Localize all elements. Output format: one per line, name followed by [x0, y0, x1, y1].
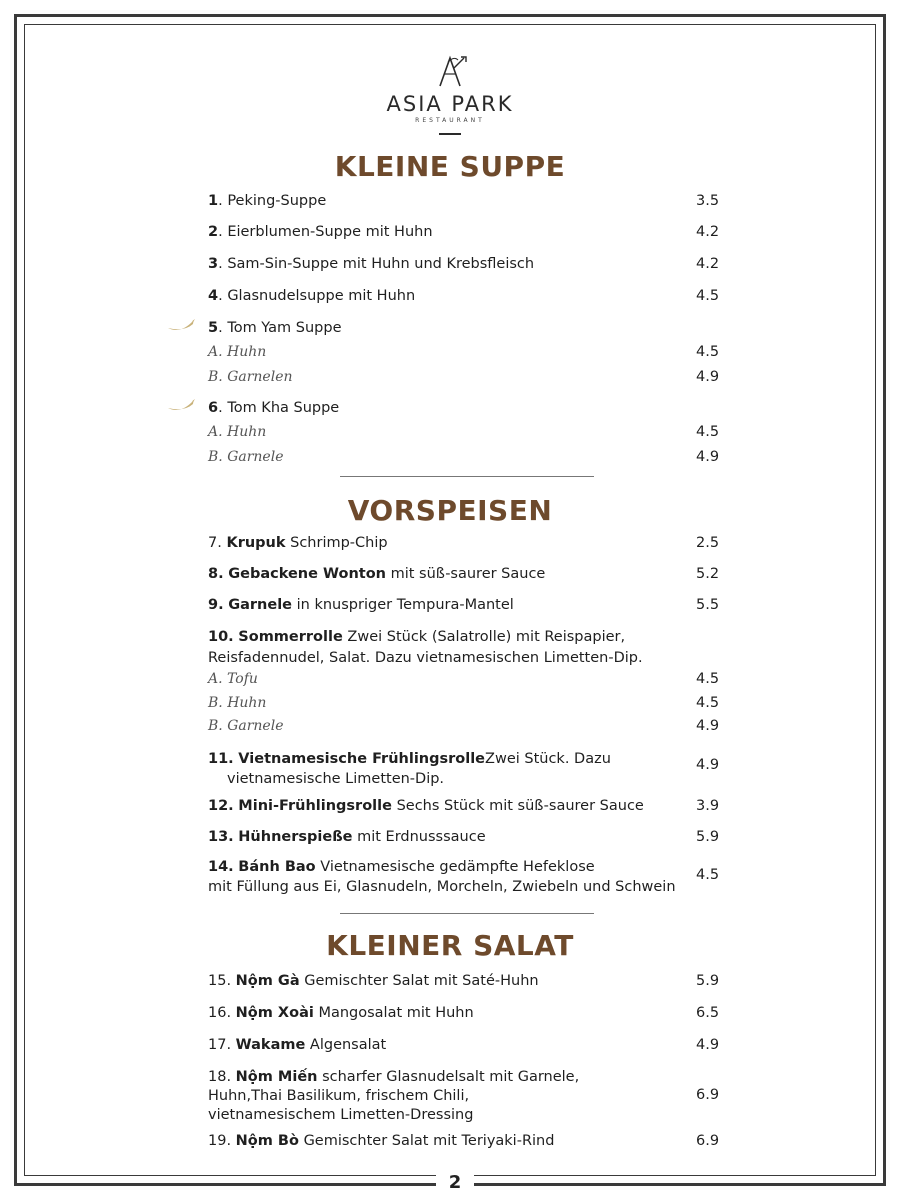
item-desc: Zwei Stück. Dazu [485, 751, 611, 767]
item-name: Peking-Suppe [227, 193, 327, 209]
item-name: Tom Kha Suppe [227, 400, 340, 416]
item-name: Bánh Bao [238, 859, 316, 875]
item-price: 4.5 [696, 867, 720, 883]
item-desc: Zwei Stück (Salatrolle) mit Reispapier, [347, 629, 626, 645]
item-number: 9. [208, 597, 224, 613]
item-name: Nộm Gà [235, 973, 300, 989]
item-price: 4.5 [696, 288, 720, 304]
variant-price: 4.9 [696, 369, 720, 385]
menu-item [208, 796, 644, 817]
item-number: 6 [208, 400, 219, 416]
item-price: 4.2 [696, 256, 720, 272]
item-number: 19. [208, 1133, 232, 1149]
item-desc-line: vietnamesischem Limetten-Dressing [208, 1107, 474, 1123]
section-title-vorspeisen: VORSPEISEN [347, 494, 553, 527]
item-price: 5.2 [696, 566, 720, 582]
menu-item [208, 857, 595, 878]
item-number: 16. [208, 1005, 232, 1021]
fork-spatula-icon [428, 54, 472, 88]
item-number: 4 [208, 288, 219, 304]
item-desc: Vietnamesische gedämpfte Hefeklose [320, 859, 595, 875]
item-number: 17. [208, 1037, 232, 1053]
menu-item: 2. Eierblumen-Suppe mit Huhn [208, 224, 433, 240]
item-desc: Algensalat [309, 1037, 387, 1053]
variant-label: B. Garnele [208, 718, 284, 734]
item-number: 14. [208, 859, 234, 875]
item-desc: Sechs Stück mit süß-saurer Sauce [396, 798, 644, 814]
item-desc: Mangosalat mit Huhn [318, 1005, 474, 1021]
item-price: 6.9 [696, 1133, 720, 1149]
restaurant-logo [350, 54, 550, 135]
item-number: 18. [208, 1069, 232, 1085]
menu-item: 3. Sam-Sin-Suppe mit Huhn und Krebsfleisch [208, 256, 535, 272]
logo-underline [439, 133, 461, 135]
item-price: 5.5 [696, 597, 720, 613]
menu-item [208, 1131, 554, 1152]
menu-item: 7. Krupuk Schrimp-Chip [208, 535, 388, 551]
variant-price: 4.5 [696, 344, 720, 360]
item-name: Garnele [228, 597, 293, 613]
menu-item [208, 564, 545, 585]
item-number: 7 [208, 535, 218, 551]
item-price: 3.9 [696, 798, 720, 814]
item-desc-line: Reisfadennudel, Salat. Dazu vietnamesischen Limetten-Dip. [208, 650, 643, 666]
variant-price: 4.5 [696, 695, 720, 711]
variant-price: 4.5 [696, 424, 720, 440]
item-desc: Schrimp-Chip [290, 535, 388, 551]
menu-item: 5. Tom Yam Suppe [208, 320, 342, 336]
item-price: 6.5 [696, 1005, 720, 1021]
item-desc: mit Erdnusssauce [357, 829, 486, 845]
menu-item: 4. Glasnudelsuppe mit Huhn [208, 288, 416, 304]
item-desc-line: mit Füllung aus Ei, Glasnudeln, Morcheln, Zwiebeln und Schwein [208, 879, 676, 895]
item-name: Krupuk [226, 535, 286, 551]
section-divider [340, 476, 594, 477]
item-price: 4.9 [696, 1037, 720, 1053]
variant-label: A. Huhn [208, 344, 267, 360]
item-name: Nộm Xoài [235, 1005, 314, 1021]
menu-item [208, 1003, 474, 1024]
chili-pepper-icon [166, 318, 196, 332]
item-number: 1 [208, 193, 219, 209]
item-name: Sam-Sin-Suppe mit Huhn und Krebsfleisch [227, 256, 535, 272]
item-desc: scharfer Glasnudelsalt mit Garnele, [322, 1069, 580, 1085]
item-number: 3 [208, 256, 219, 272]
variant-price: 4.9 [696, 449, 720, 465]
item-number: 15. [208, 973, 232, 989]
page-number: 2 [436, 1168, 474, 1198]
variant-label: A. Huhn [208, 424, 267, 440]
item-price: 2.5 [696, 535, 720, 551]
item-name: Nộm Bò [235, 1133, 299, 1149]
item-name: Tom Yam Suppe [227, 320, 342, 336]
item-name: Sommerrolle [238, 629, 343, 645]
item-desc-line: vietnamesische Limetten-Dip. [227, 771, 445, 787]
item-name: Eierblumen-Suppe mit Huhn [227, 224, 433, 240]
variant-label: B. Huhn [208, 695, 267, 711]
item-number: 12. [208, 798, 234, 814]
item-price: 5.9 [696, 973, 720, 989]
item-name: Vietnamesische Frühlingsrolle [238, 751, 486, 767]
section-title-kleiner-salat: KLEINER SALAT [326, 929, 574, 962]
menu-item [208, 627, 625, 648]
item-number: 13. [208, 829, 234, 845]
brand-subtitle: RESTAURANT [415, 117, 485, 124]
variant-label: B. Garnelen [208, 369, 293, 385]
item-price: 4.2 [696, 224, 720, 240]
item-price: 5.9 [696, 829, 720, 845]
variant-label: B. Garnele [208, 449, 284, 465]
menu-item [208, 827, 486, 848]
item-name: Wakame [235, 1037, 306, 1053]
chili-pepper-icon [166, 398, 196, 412]
item-number: 8. [208, 566, 224, 582]
menu-item: 6. Tom Kha Suppe [208, 400, 340, 416]
item-number: 10. [208, 629, 234, 645]
item-name: Gebackene Wonton [228, 566, 386, 582]
item-name: Glasnudelsuppe mit Huhn [227, 288, 416, 304]
section-divider [340, 913, 594, 914]
item-name: Nộm Miến [235, 1069, 318, 1085]
variant-label: A. Tofu [208, 671, 258, 687]
item-number: 2 [208, 224, 219, 240]
menu-item [208, 749, 611, 770]
item-price: 4.9 [696, 757, 720, 773]
brand-name: ASIA PARK [386, 92, 514, 116]
item-desc-line: Huhn,Thai Basilikum, frischem Chili, [208, 1088, 470, 1104]
item-price: 6.9 [696, 1087, 720, 1103]
menu-item [208, 1067, 579, 1088]
variant-price: 4.5 [696, 671, 720, 687]
item-number: 11. [208, 751, 234, 767]
item-number: 5 [208, 320, 219, 336]
menu-item [208, 971, 539, 992]
item-desc: in knuspriger Tempura-Mantel [296, 597, 514, 613]
item-desc: Gemischter Salat mit Teriyaki-Rind [303, 1133, 555, 1149]
item-desc: mit süß-saurer Sauce [390, 566, 546, 582]
item-desc: Gemischter Salat mit Saté-Huhn [304, 973, 539, 989]
item-name: Mini-Frühlingsrolle [238, 798, 392, 814]
menu-item [208, 1035, 386, 1056]
item-name: Hühnerspieße [238, 829, 353, 845]
section-title-kleine-suppe: KLEINE SUPPE [334, 150, 566, 183]
menu-item: 1. Peking-Suppe [208, 193, 327, 209]
item-price: 3.5 [696, 193, 720, 209]
menu-item [208, 595, 514, 616]
variant-price: 4.9 [696, 718, 720, 734]
